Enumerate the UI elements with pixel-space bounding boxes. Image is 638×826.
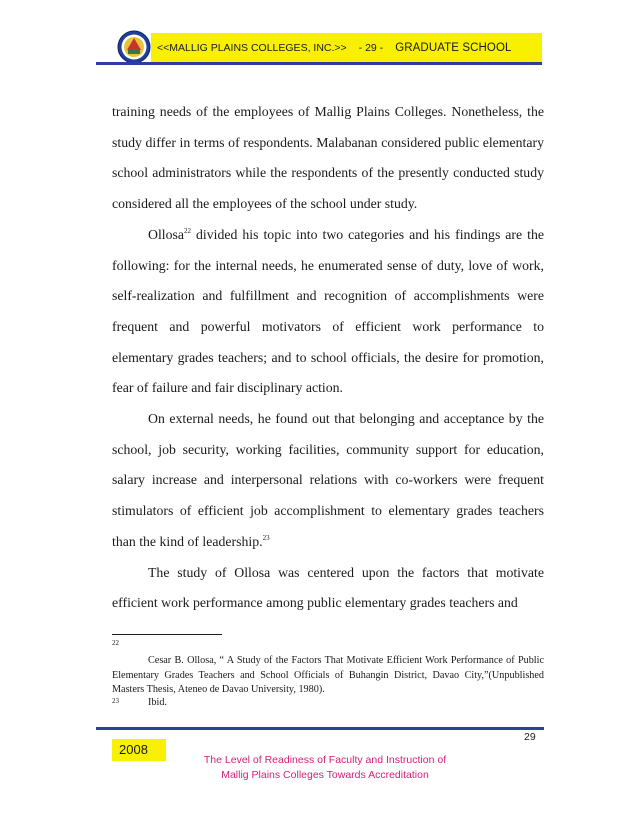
college-seal-icon: [117, 30, 151, 64]
footnote-23-number: 23: [112, 697, 119, 705]
page-number: 29: [524, 731, 536, 743]
author-name: Ollosa: [148, 226, 185, 242]
paragraph-4: The study of Ollosa was centered upon the factors that motivate efficient work performance among public elementary grades teachers and: [112, 564, 544, 611]
footnote-ref-23[interactable]: 23: [262, 533, 270, 542]
header-school: GRADUATE SCHOOL: [395, 42, 512, 54]
footnote-22-number: 22: [112, 639, 119, 647]
paragraph-2: [112, 220, 544, 404]
footnote-23-text: Ibid.: [148, 697, 167, 708]
header-band: [151, 33, 542, 63]
footer-rule: [96, 727, 544, 730]
header-rule: [96, 62, 542, 65]
footnote-22-text: Cesar B. Ollosa, “ A Study of the Factors That Motivate Efficient Work Performance of Public Elementary Grades Teachers and School Officials of Buhangin District, Davao City,”(Unpublished Masters Thesis, Ateneo de Davao University, 1980).: [112, 655, 544, 695]
paragraph-1: training needs of the employees of Mallig Plains Colleges. Nonetheless, the study differ in terms of respondents. Malabanan considered public elementary school administrators while the respondents of the presently conducted study considered all the employees of the school under study.: [112, 104, 544, 212]
paragraph-2-text: divided his topic into two categories and his findings are the following: for the internal needs, he enumerated sense of duty, love of work, self-realization and fulfillment and recognition of accomplishments were frequent and powerful motivators of efficient work performance to elementary grades teachers; and to school officials, the desire for promotion, fear of failure and fair disciplinary action.: [112, 226, 544, 396]
body-text: [112, 97, 544, 619]
footer-title-line-1: The Level of Readiness of Faculty and Instruction of: [203, 754, 447, 766]
footnote-ref-22[interactable]: 22: [184, 226, 192, 235]
paragraph-3-text: On external needs, he found out that belonging and acceptance by the school, job security, working facilities, community support for education, salary increase and interpersonal relations with co-workers were frequent stimulators of efficient job accomplishment to elementary grades teachers than the kind of leadership.: [112, 411, 544, 549]
header-org: <<MALLIG PLAINS COLLEGES, INC.>>: [157, 42, 347, 54]
header-page-marker: - 29 -: [358, 42, 384, 54]
footer-title: [170, 753, 480, 783]
footer-year: 2008: [112, 739, 166, 761]
footnote-rule: [112, 634, 222, 635]
paragraph-3: [112, 404, 544, 558]
footer-title-line-2: Mallig Plains Colleges Towards Accreditation: [221, 769, 429, 781]
